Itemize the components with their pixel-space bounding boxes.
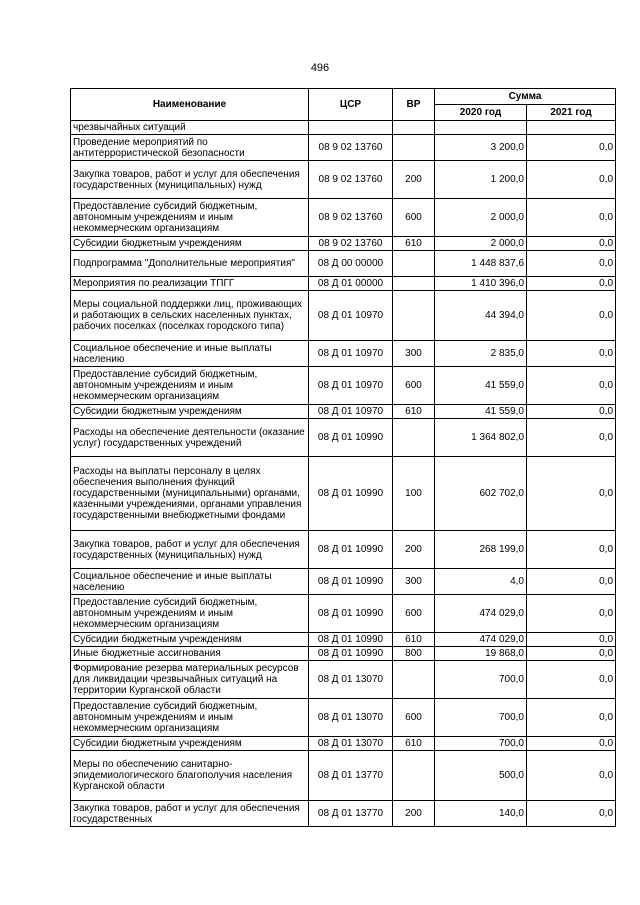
row-2021-cell: 0,0 (527, 367, 616, 405)
row-2021-cell: 0,0 (527, 699, 616, 737)
table-row (71, 135, 616, 161)
row-vr-cell: 300 (393, 569, 435, 595)
row-2020-cell: 1 364 802,0 (435, 419, 527, 457)
row-vr-cell (393, 121, 435, 135)
table-row (71, 251, 616, 277)
row-csr-cell: 08 9 02 13760 (309, 161, 393, 199)
row-name-cell: Субсидии бюджетным учреждениям (71, 737, 309, 751)
row-csr-cell: 08 Д 01 13070 (309, 699, 393, 737)
table-row (71, 121, 616, 135)
row-name-cell: Предоставление субсидий бюджетным, автономным учреждениям и иным некоммерческим организациям (71, 199, 309, 237)
table-row (71, 367, 616, 405)
row-vr-cell: 200 (393, 801, 435, 827)
row-vr-cell: 610 (393, 737, 435, 751)
row-csr-cell (309, 121, 393, 135)
row-vr-cell (393, 251, 435, 277)
row-csr-cell: 08 9 02 13760 (309, 199, 393, 237)
row-2021-cell: 0,0 (527, 291, 616, 341)
table-row (71, 531, 616, 569)
row-2021-cell: 0,0 (527, 801, 616, 827)
table-row (71, 633, 616, 647)
table-row (71, 737, 616, 751)
row-2021-cell (527, 121, 616, 135)
row-csr-cell: 08 Д 00 00000 (309, 251, 393, 277)
row-2021-cell: 0,0 (527, 737, 616, 751)
row-2020-cell: 500,0 (435, 751, 527, 801)
row-csr-cell: 08 Д 01 10990 (309, 419, 393, 457)
header-year-2020: 2020 год (435, 105, 527, 121)
row-csr-cell: 08 Д 01 10990 (309, 569, 393, 595)
row-csr-cell: 08 Д 01 10970 (309, 341, 393, 367)
row-vr-cell (393, 751, 435, 801)
row-name-cell: чрезвычайных ситуаций (71, 121, 309, 135)
row-2021-cell: 0,0 (527, 531, 616, 569)
row-vr-cell: 610 (393, 633, 435, 647)
table-row (71, 595, 616, 633)
row-2021-cell: 0,0 (527, 341, 616, 367)
row-2021-cell: 0,0 (527, 277, 616, 291)
row-vr-cell: 600 (393, 199, 435, 237)
row-2021-cell: 0,0 (527, 569, 616, 595)
row-vr-cell: 800 (393, 647, 435, 661)
row-name-cell: Закупка товаров, работ и услуг для обеспечения государственных (муниципальных) нужд (71, 161, 309, 199)
table-row (71, 661, 616, 699)
row-name-cell: Меры социальной поддержки лиц, проживающих и работающих в сельских населенных пунктах, рабочих поселках (поселках городского типа) (71, 291, 309, 341)
table-row (71, 237, 616, 251)
row-name-cell: Субсидии бюджетным учреждениям (71, 405, 309, 419)
row-2020-cell: 1 200,0 (435, 161, 527, 199)
row-2020-cell: 700,0 (435, 661, 527, 699)
row-vr-cell: 200 (393, 161, 435, 199)
table-body (71, 121, 616, 827)
row-name-cell: Субсидии бюджетным учреждениям (71, 633, 309, 647)
row-2020-cell: 700,0 (435, 737, 527, 751)
row-name-cell: Предоставление субсидий бюджетным, автономным учреждениям и иным некоммерческим организациям (71, 595, 309, 633)
row-vr-cell: 100 (393, 457, 435, 531)
row-2020-cell: 268 199,0 (435, 531, 527, 569)
header-vr: ВР (393, 89, 435, 121)
row-2020-cell: 41 559,0 (435, 405, 527, 419)
row-2021-cell: 0,0 (527, 457, 616, 531)
budget-table (70, 88, 616, 827)
row-csr-cell: 08 Д 01 10970 (309, 367, 393, 405)
header-name: Наименование (71, 89, 309, 121)
row-name-cell: Социальное обеспечение и иные выплаты населению (71, 341, 309, 367)
row-2020-cell (435, 121, 527, 135)
row-2020-cell: 44 394,0 (435, 291, 527, 341)
header-year-2021: 2021 год (527, 105, 616, 121)
row-2021-cell: 0,0 (527, 161, 616, 199)
row-2020-cell: 700,0 (435, 699, 527, 737)
row-2020-cell: 2 000,0 (435, 199, 527, 237)
row-csr-cell: 08 Д 01 10990 (309, 531, 393, 569)
table-row (71, 291, 616, 341)
table-row (71, 199, 616, 237)
table-row (71, 419, 616, 457)
table-row (71, 647, 616, 661)
row-name-cell: Мероприятия по реализации ТПГГ (71, 277, 309, 291)
row-csr-cell: 08 Д 01 10970 (309, 405, 393, 419)
row-name-cell: Закупка товаров, работ и услуг для обеспечения государственных (муниципальных) нужд (71, 531, 309, 569)
row-vr-cell: 600 (393, 595, 435, 633)
row-vr-cell (393, 661, 435, 699)
row-2020-cell: 41 559,0 (435, 367, 527, 405)
row-csr-cell: 08 9 02 13760 (309, 237, 393, 251)
row-vr-cell (393, 291, 435, 341)
header-row-1 (71, 89, 616, 105)
table-row (71, 341, 616, 367)
row-2020-cell: 19 868,0 (435, 647, 527, 661)
page-number: 496 (310, 62, 330, 74)
row-name-cell: Субсидии бюджетным учреждениям (71, 237, 309, 251)
row-vr-cell: 300 (393, 341, 435, 367)
row-2021-cell: 0,0 (527, 595, 616, 633)
row-csr-cell: 08 Д 01 10990 (309, 595, 393, 633)
row-2020-cell: 474 029,0 (435, 595, 527, 633)
row-2021-cell: 0,0 (527, 419, 616, 457)
row-csr-cell: 08 Д 01 13770 (309, 751, 393, 801)
table-row (71, 699, 616, 737)
row-csr-cell: 08 Д 01 00000 (309, 277, 393, 291)
table-row (71, 569, 616, 595)
row-vr-cell: 610 (393, 405, 435, 419)
table-row (71, 457, 616, 531)
row-vr-cell (393, 277, 435, 291)
row-name-cell: Проведение мероприятий по антитеррористической безопасности (71, 135, 309, 161)
row-2021-cell: 0,0 (527, 135, 616, 161)
row-2021-cell: 0,0 (527, 237, 616, 251)
row-2020-cell: 1 410 396,0 (435, 277, 527, 291)
row-name-cell: Расходы на выплаты персоналу в целях обеспечения выполнения функций государственными (муниципальными) органами, казенными учреждениями, органами управления государственными внебюджетными фондами (71, 457, 309, 531)
row-name-cell: Формирование резерва материальных ресурсов для ликвидации чрезвычайных ситуаций на территории Курганской области (71, 661, 309, 699)
row-name-cell: Меры по обеспечению санитарно-эпидемиологического благополучия населения Курганской области (71, 751, 309, 801)
row-vr-cell (393, 135, 435, 161)
row-vr-cell: 600 (393, 699, 435, 737)
row-2020-cell: 2 835,0 (435, 341, 527, 367)
row-2020-cell: 2 000,0 (435, 237, 527, 251)
table-row (71, 405, 616, 419)
table-row (71, 161, 616, 199)
row-name-cell: Закупка товаров, работ и услуг для обеспечения государственных (71, 801, 309, 827)
row-csr-cell: 08 Д 01 10970 (309, 291, 393, 341)
row-csr-cell: 08 Д 01 13070 (309, 661, 393, 699)
row-name-cell: Социальное обеспечение и иные выплаты населению (71, 569, 309, 595)
table-row (71, 801, 616, 827)
table-row (71, 751, 616, 801)
row-name-cell: Предоставление субсидий бюджетным, автономным учреждениям и иным некоммерческим организациям (71, 367, 309, 405)
row-csr-cell: 08 Д 01 10990 (309, 647, 393, 661)
row-csr-cell: 08 Д 01 10990 (309, 633, 393, 647)
row-name-cell: Предоставление субсидий бюджетным, автономным учреждениям и иным некоммерческим организациям (71, 699, 309, 737)
row-csr-cell: 08 9 02 13760 (309, 135, 393, 161)
row-vr-cell: 600 (393, 367, 435, 405)
row-name-cell: Иные бюджетные ассигнования (71, 647, 309, 661)
row-2021-cell: 0,0 (527, 661, 616, 699)
row-name-cell: Подпрограмма "Дополнительные мероприятия" (71, 251, 309, 277)
header-sum: Сумма (435, 89, 616, 105)
row-2020-cell: 3 200,0 (435, 135, 527, 161)
row-2021-cell: 0,0 (527, 751, 616, 801)
row-2021-cell: 0,0 (527, 405, 616, 419)
row-2021-cell: 0,0 (527, 633, 616, 647)
row-2020-cell: 4,0 (435, 569, 527, 595)
header-csr: ЦСР (309, 89, 393, 121)
row-2020-cell: 474 029,0 (435, 633, 527, 647)
row-vr-cell: 610 (393, 237, 435, 251)
table-row (71, 277, 616, 291)
row-csr-cell: 08 Д 01 13770 (309, 801, 393, 827)
row-csr-cell: 08 Д 01 13070 (309, 737, 393, 751)
row-vr-cell: 200 (393, 531, 435, 569)
row-csr-cell: 08 Д 01 10990 (309, 457, 393, 531)
row-2021-cell: 0,0 (527, 647, 616, 661)
row-vr-cell (393, 419, 435, 457)
row-2020-cell: 602 702,0 (435, 457, 527, 531)
row-2020-cell: 1 448 837,6 (435, 251, 527, 277)
row-2021-cell: 0,0 (527, 199, 616, 237)
row-name-cell: Расходы на обеспечение деятельности (оказание услуг) государственных учреждений (71, 419, 309, 457)
row-2021-cell: 0,0 (527, 251, 616, 277)
row-2020-cell: 140,0 (435, 801, 527, 827)
